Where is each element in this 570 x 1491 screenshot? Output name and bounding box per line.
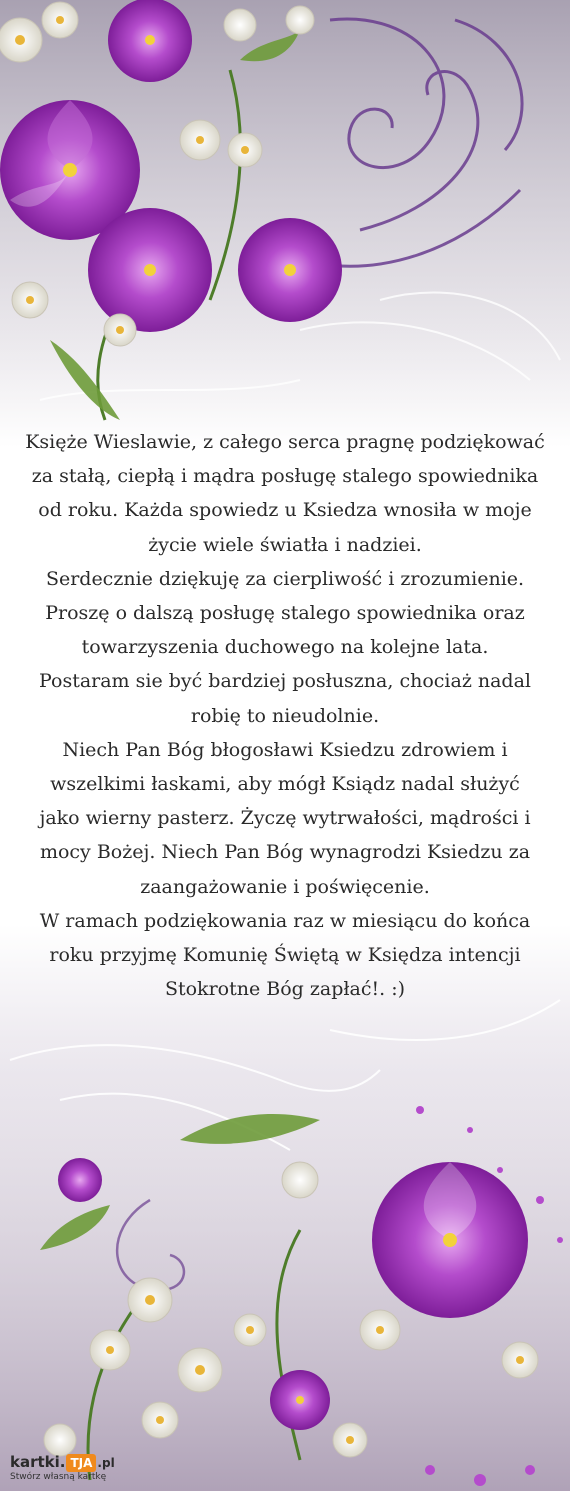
greeting-line: robię to nieudolnie. [190, 704, 380, 727]
greeting-line: mocy Bożej. Niech Pan Bóg wynagrodzi Ksiedzu za [39, 841, 531, 864]
greeting-line: życie wiele światła i nadziei. [148, 533, 422, 556]
greeting-line: Księże Wieslawie, z całego serca pragnę podziękować [25, 431, 545, 453]
logo-prefix: kartki. [10, 1453, 66, 1471]
greeting-message [20, 425, 550, 1006]
greeting-line: jako wierny pasterz. Życzę wytrwałości, mądrości i [39, 807, 531, 830]
greeting-line: roku przyjmę Komunię Świętą w Księdza intencji [49, 944, 521, 967]
greeting-line: wszelkimi łaskami, aby mógł Ksiądz nadal służyć [50, 773, 520, 796]
greeting-line: Serdecznie dziękuję za cierpliwość i zrozumienie. [45, 567, 525, 590]
greeting-line: Postaram sie być bardziej posłuszna, chociaż nadal [38, 670, 531, 693]
logo-tld: .pl [97, 1456, 115, 1470]
greeting-line: zaangażowanie i poświęcenie. [140, 875, 430, 898]
logo-tagline: Stwórz własną kartkę [10, 1472, 107, 1482]
site-logo [10, 1451, 115, 1473]
greeting-line: od roku. Każda spowiedz u Ksiedza wnosiła w moje [38, 499, 532, 522]
greeting-line: za stałą, ciepłą i mądra posługę stalego spowiednika [31, 465, 539, 488]
greeting-line: W ramach podziękowania raz w miesiącu do końca [39, 909, 531, 932]
site-logo-link[interactable] [10, 1451, 130, 1485]
greeting-line: Stokrotne Bóg zapłać!. :) [164, 978, 406, 1001]
greeting-line: Proszę o dalszą posługę stalego spowiednika oraz [45, 602, 525, 625]
logo-badge: TJA [66, 1454, 96, 1472]
greeting-line: Niech Pan Bóg błogosławi Ksiedzu zdrowiem i [62, 738, 508, 761]
greeting-line: towarzyszenia duchowego na kolejne lata. [81, 636, 489, 659]
